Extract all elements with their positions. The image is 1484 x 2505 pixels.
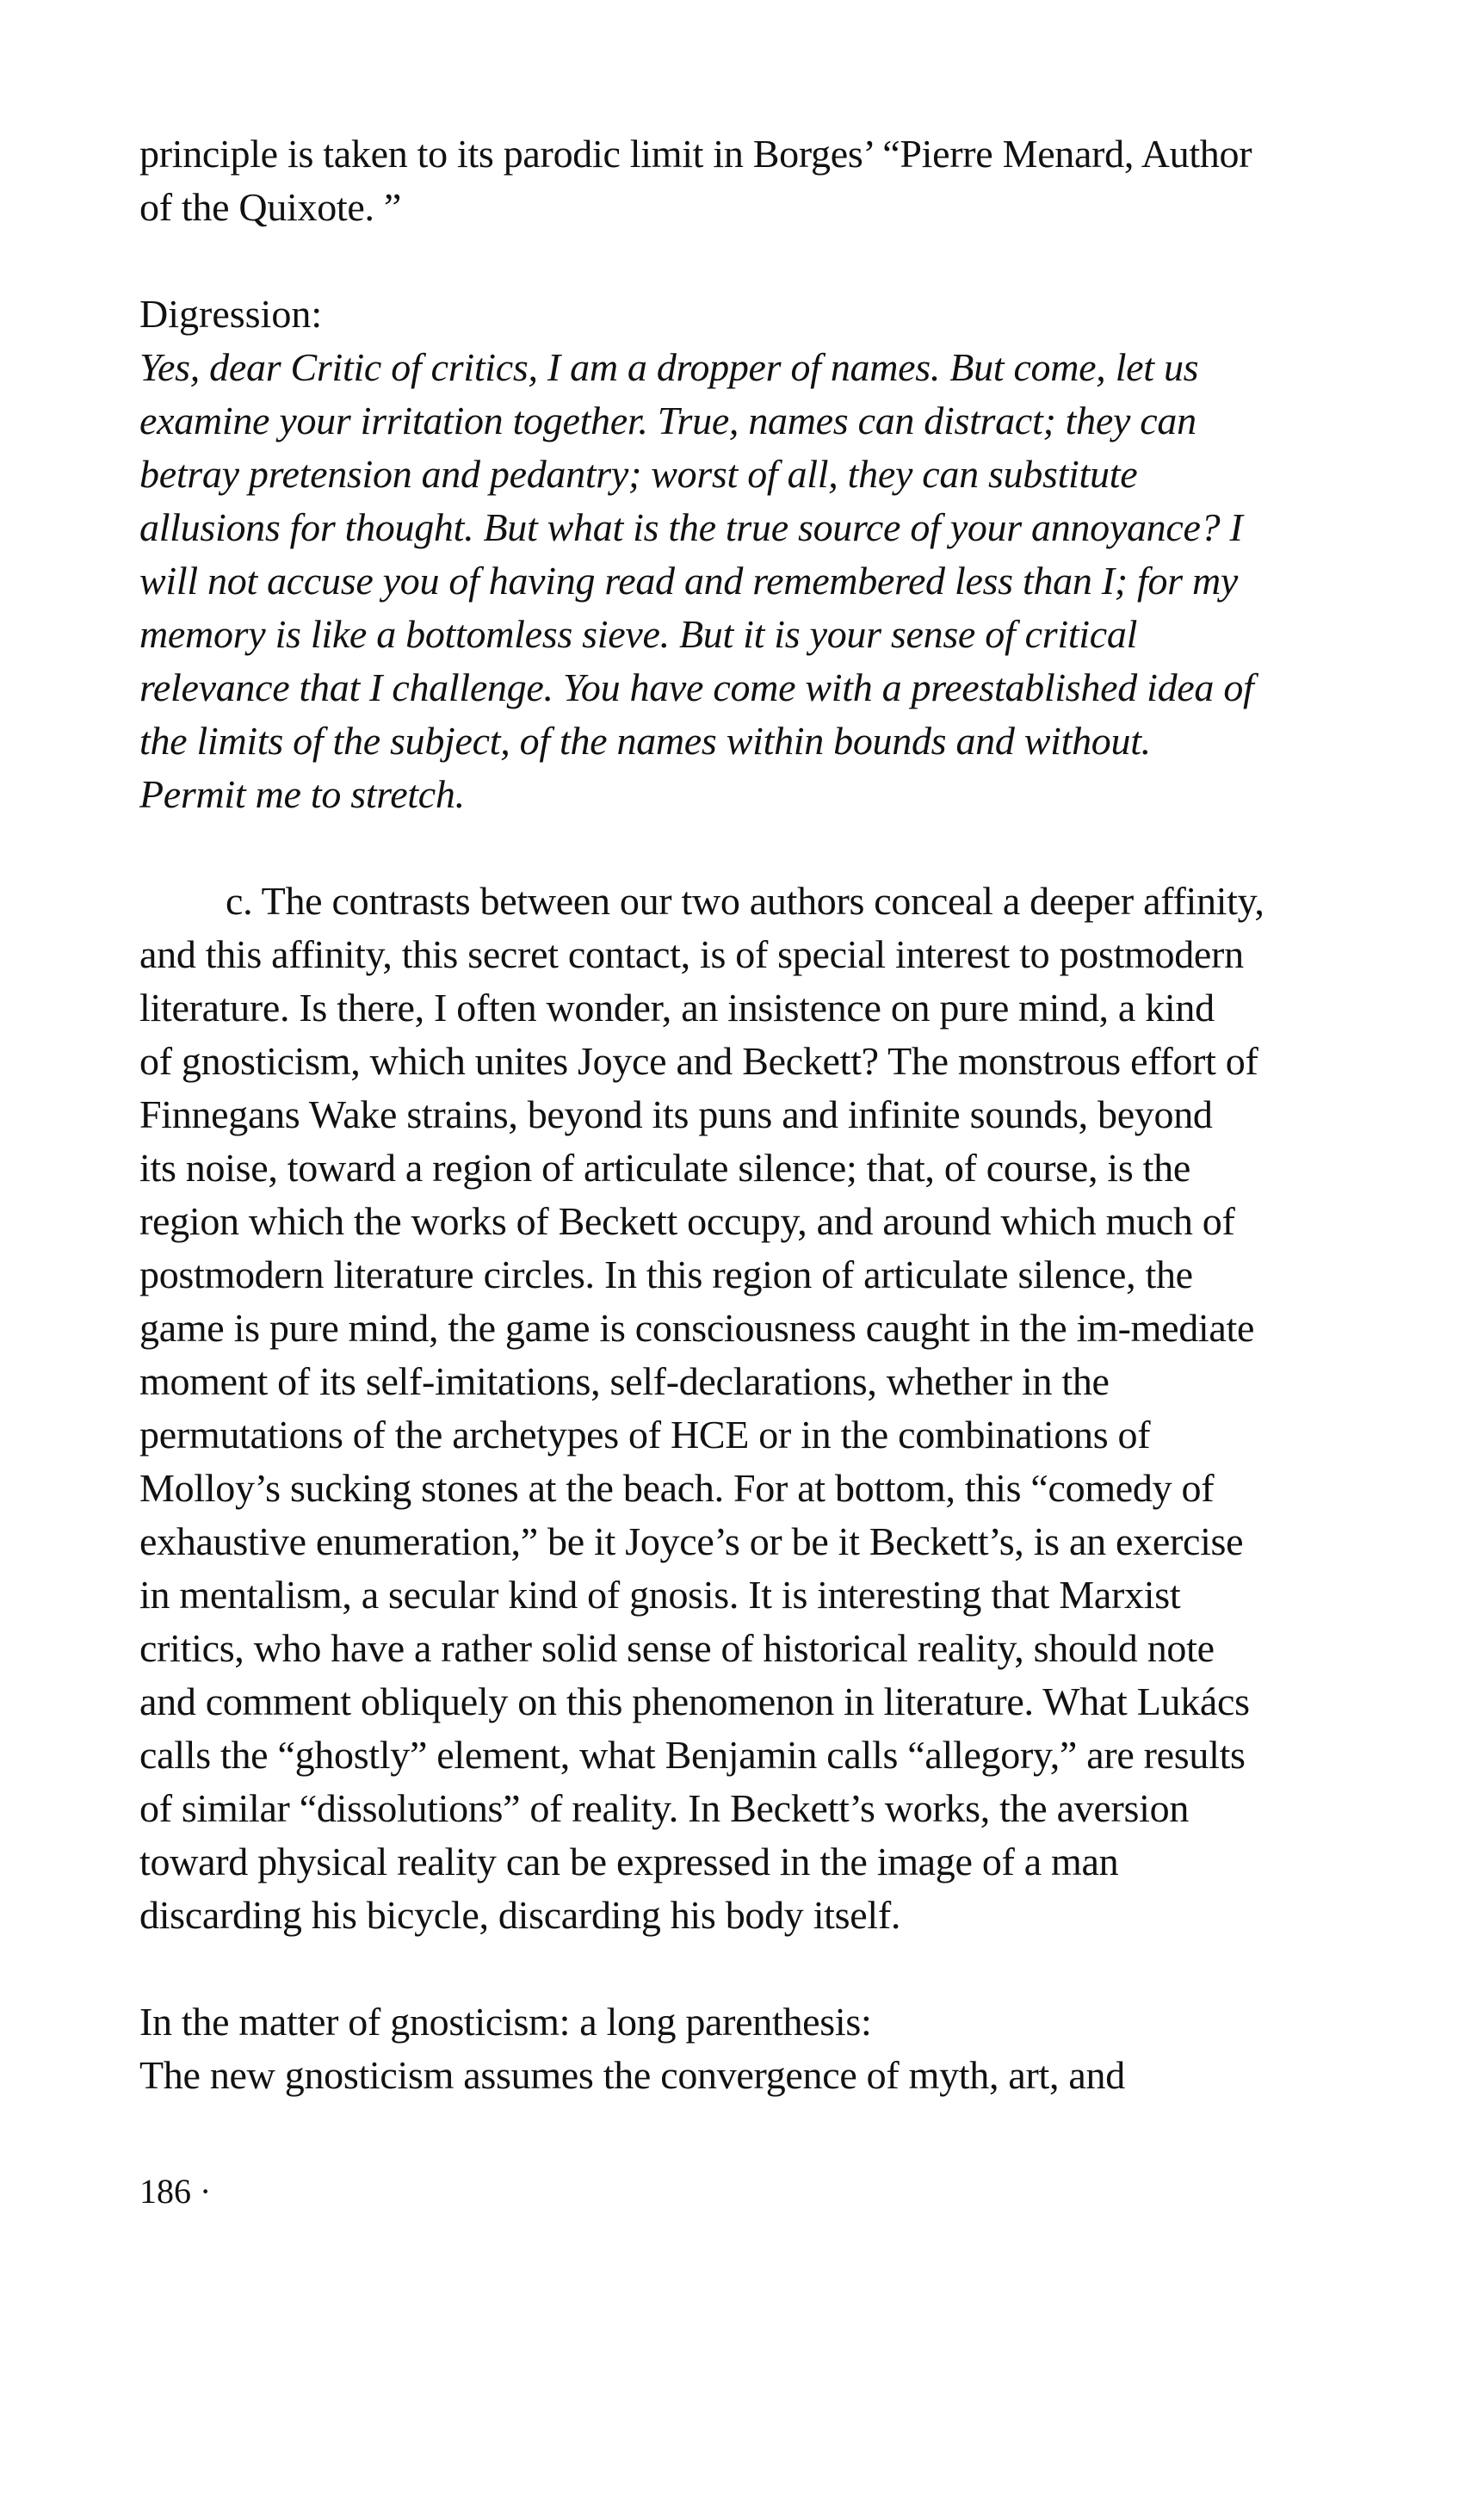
paragraph-c-line: literature. Is there, I often wonder, an insistence on pure mind, a kind xyxy=(139,986,1215,1030)
paragraph-c-line: c. The contrasts between our two authors conceal a deeper affinity, xyxy=(226,879,1264,923)
paragraph-c-line: in mentalism, a secular kind of gnosis. It is interesting that Marxist xyxy=(139,1573,1181,1617)
paragraph-c-line: permutations of the archetypes of HCE or in the combinations of xyxy=(139,1413,1151,1457)
digression-heading: Digression: xyxy=(139,292,323,336)
paragraph-c-line: of similar “dissolutions” of reality. In Beckett’s works, the aversion xyxy=(139,1786,1190,1830)
paragraph-c-line: of gnosticism, which unites Joyce and Beckett? The monstrous effort of xyxy=(139,1039,1258,1083)
paragraph-c-line: exhaustive enumeration,” be it Joyce’s or be it Beckett’s, is an exercise xyxy=(139,1519,1244,1563)
paragraph-c-line: Finnegans Wake strains, beyond its puns and infinite sounds, beyond xyxy=(139,1092,1213,1136)
paragraph-c-line: moment of its self-imitations, self-declarations, whether in the xyxy=(139,1359,1110,1403)
paragraph-c-line: calls the “ghostly” element, what Benjamin calls “allegory,” are results xyxy=(139,1733,1246,1777)
page-number: 186 · xyxy=(139,2172,212,2211)
paragraph-c-line: and this affinity, this secret contact, is of special interest to postmodern xyxy=(139,932,1244,976)
digression-line: will not accuse you of having read and remembered less than I; for my xyxy=(139,559,1238,603)
digression-line: the limits of the subject, of the names within bounds and without. xyxy=(139,719,1151,763)
opening-line-1: principle is taken to its parodic limit in Borges’ “Pierre Menard, Author xyxy=(139,132,1252,176)
digression-line: examine your irritation together. True, names can distract; they can xyxy=(139,399,1196,442)
closing-line-1: In the matter of gnosticism: a long parenthesis: xyxy=(139,2000,872,2044)
paragraph-c-line: Molloy’s sucking stones at the beach. For at bottom, this “comedy of xyxy=(139,1466,1215,1510)
digression-line: relevance that I challenge. You have come with a preestablished idea of xyxy=(139,665,1254,709)
paragraph-c-line: toward physical reality can be expressed in the image of a man xyxy=(139,1840,1119,1883)
digression-line: allusions for thought. But what is the true source of your annoyance? I xyxy=(139,505,1243,549)
closing-line-2: The new gnosticism assumes the convergence of myth, art, and xyxy=(139,2053,1125,2097)
digression-line: Permit me to stretch. xyxy=(139,772,465,816)
digression-line: memory is like a bottomless sieve. But it is your sense of critical xyxy=(139,612,1138,656)
book-page-text xyxy=(139,127,1345,2102)
paragraph-c xyxy=(139,875,1345,1942)
paragraph-c-line: postmodern literature circles. In this region of articulate silence, the xyxy=(139,1252,1193,1296)
paragraph-c-line: and comment obliquely on this phenomenon in literature. What Lukács xyxy=(139,1679,1250,1723)
digression-block xyxy=(139,341,1345,821)
paragraph-c-line: discarding his bicycle, discarding his body itself. xyxy=(139,1893,901,1937)
opening-line-2: of the Quixote. ” xyxy=(139,185,402,229)
paragraph-c-line: its noise, toward a region of articulate silence; that, of course, is the xyxy=(139,1146,1190,1190)
digression-line: betray pretension and pedantry; worst of all, they can substitute xyxy=(139,452,1138,496)
paragraph-c-line: critics, who have a rather solid sense of historical reality, should note xyxy=(139,1626,1215,1670)
digression-line: Yes, dear Critic of critics, I am a dropper of names. But come, let us xyxy=(139,345,1199,389)
paragraph-c-line: region which the works of Beckett occupy, and around which much of xyxy=(139,1199,1235,1243)
paragraph-c-line: game is pure mind, the game is consciousness caught in the im-mediate xyxy=(139,1306,1255,1350)
